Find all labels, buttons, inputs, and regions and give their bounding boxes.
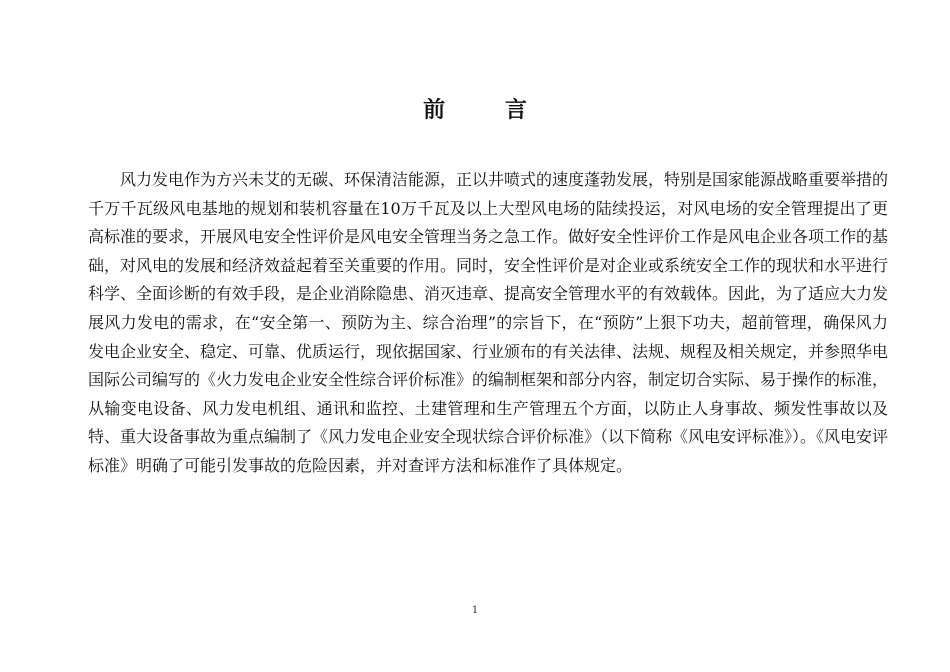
page-title: 前 言	[423, 97, 553, 123]
page-number: 1	[471, 605, 479, 616]
body-paragraph: 风力发电作为方兴未艾的无碳、环保清洁能源，正以井喷式的速度蓬勃发展，特别是国家能源战略重要举措的千万千瓦级风电基地的规划和装机容量在10万千瓦及以上大型风电场的陆续投运，对风电场的安全管理提出了更高标准的要求，开展风电安全性评价是风电安全管理当务之急工作。做好安全性评价工作是风电企业各项工作的基础，对风电的发展和经济效益起着至关重要的作用。同时，安全性评价是对企业或系统安全工作的现状和水平进行科学、全面诊断的有效手段，是企业消除隐患、消灭违章、提高安全管理水平的有效载体。因此，为了适应大力发展风力发电的需求，在“安全第一、预防为主、综合治理”的宗旨下，在“预防”上狠下功夫，超前管理，确保风力发电企业安全、稳定、可靠、优质运行，现依据国家、行业颁布的有关法律、法规、规程及相关规定，并参照华电国际公司编写的《火力发电企业安全性综合评价标准》的编制框架和部分内容，制定切合实际、易于操作的标准，从输变电设备、风力发电机组、通讯和监控、土建管理和生产管理五个方面，以防止人身事故、频发性事故以及特、重大设备事故为重点编制了《风力发电企业安全现状综合评价标准》（以下简称《风电安评标准》）。《风电安评标准》明确了可能引发事故的危险因素，并对查评方法和标准作了具体规定。	[88, 170, 889, 475]
